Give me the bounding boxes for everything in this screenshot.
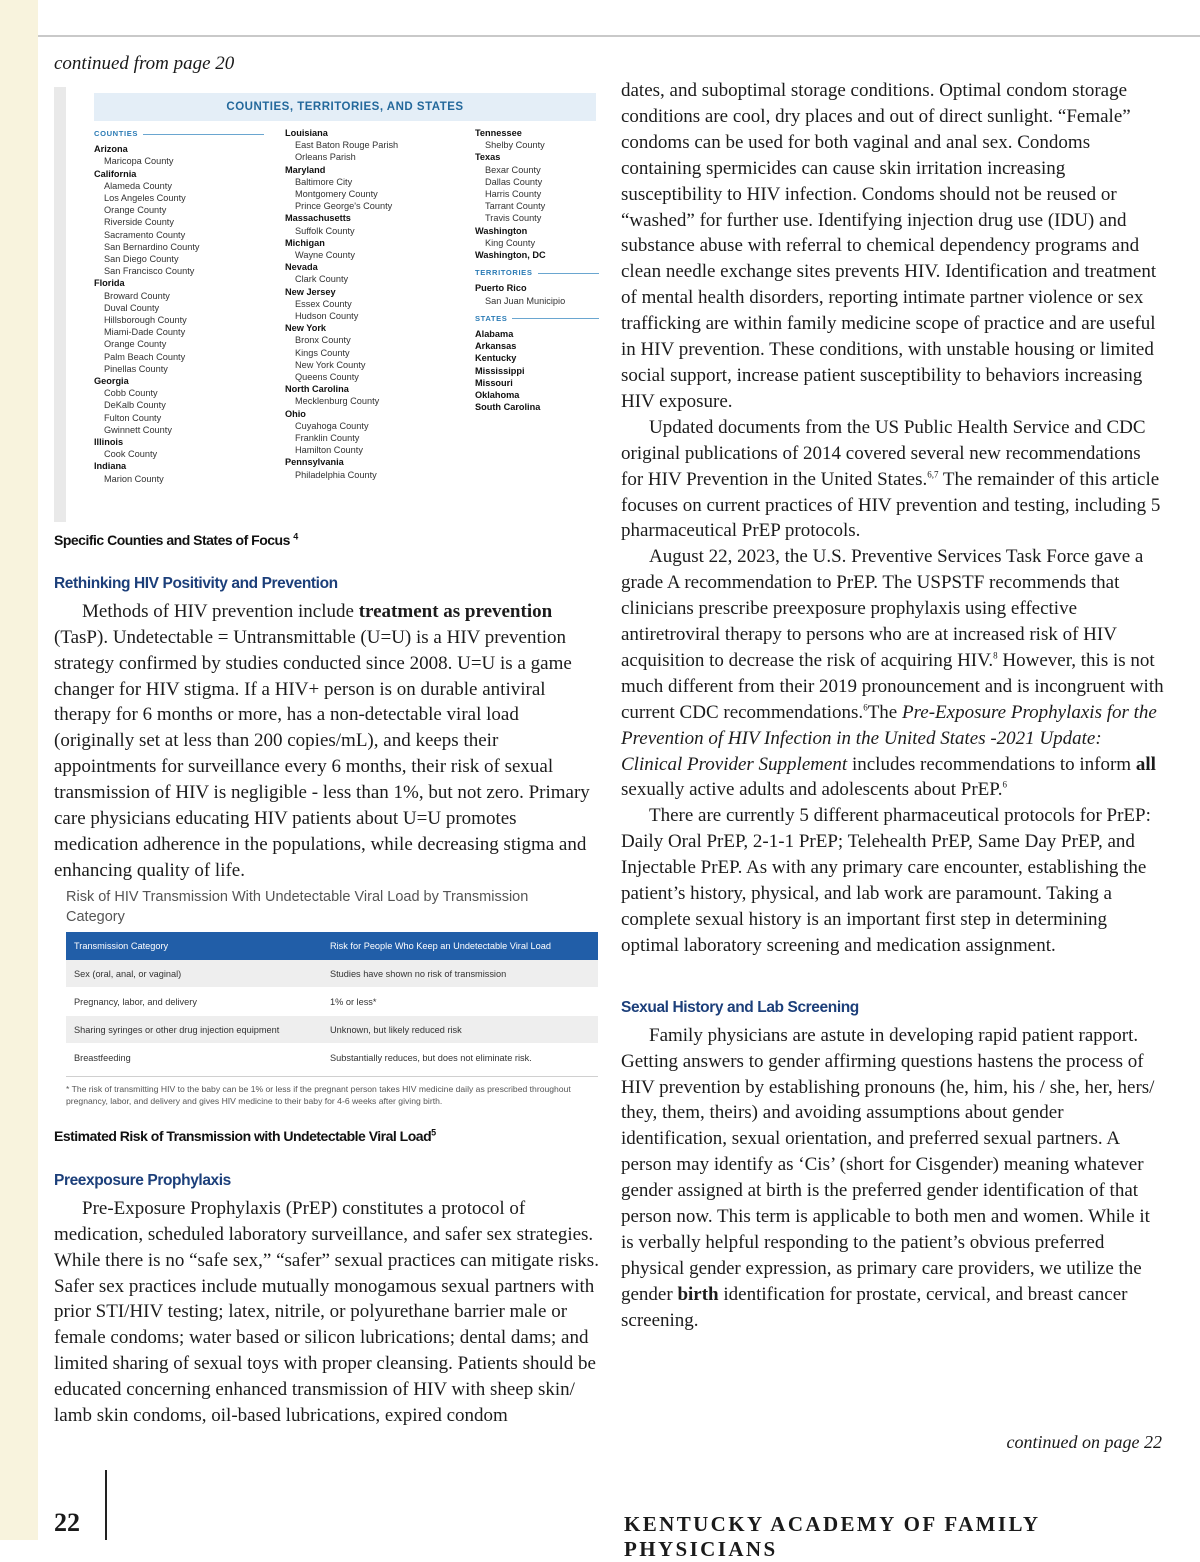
- table-cell: Unknown, but likely reduced risk: [322, 1016, 598, 1044]
- county-name: Miami-Dade County: [104, 327, 186, 338]
- county-name: Broward County: [104, 290, 170, 301]
- heading-sexual-history: Sexual History and Lab Screening: [621, 998, 859, 1016]
- state-name: Pennsylvania: [285, 457, 344, 468]
- county-name: Bronx County: [295, 335, 351, 346]
- state-name: North Carolina: [285, 384, 349, 395]
- figure-section-label: TERRITORIES: [475, 267, 599, 279]
- state-name: New Jersey: [285, 286, 336, 297]
- table-cell: Sex (oral, anal, or vaginal): [66, 960, 322, 988]
- county-name: Travis County: [485, 213, 542, 224]
- figure-section-label: STATES: [475, 313, 599, 325]
- paragraph-prep-protocols: There are currently 5 different pharmaceutical protocols for PrEP: Daily Oral PrEP, 2-1-1 PrEP; Telehealth PrEP, Same Day PrEP, and Injectable PrEP. As with any primary care encounter, establishing the patient’s history, physical, and lab work are paramount. Taking a complete sexual history is an important first step in determining optimal laboratory screening and medication assignment.: [621, 805, 1151, 956]
- footer-divider: [105, 1470, 107, 1540]
- state-name: Tennessee: [475, 128, 522, 138]
- state-name: Ohio: [285, 408, 306, 419]
- state-name: South Carolina: [475, 402, 541, 413]
- state-name: Kentucky: [475, 353, 517, 364]
- county-name: East Baton Rouge Parish: [295, 140, 399, 151]
- county-name: Riverside County: [104, 217, 174, 228]
- counties-figure-caption: Specific Counties and States of Focus $^4$: [54, 531, 298, 548]
- county-name: Orleans Parish: [295, 152, 356, 163]
- counties-figure-title-band: [94, 93, 596, 121]
- county-name: Cuyahoga County: [295, 420, 369, 431]
- publication-title: KENTUCKY ACADEMY OF FAMILY PHYSICIANS: [624, 1512, 1040, 1561]
- right-column: [621, 78, 1166, 1334]
- county-name: Maricopa County: [104, 156, 174, 167]
- county-name: King County: [485, 237, 536, 248]
- county-name: Wayne County: [295, 250, 355, 261]
- state-name: Puerto Rico: [475, 283, 527, 294]
- risk-table: [66, 932, 598, 1072]
- left-column-top: [54, 528, 600, 884]
- risk-table-figure: [54, 885, 600, 1115]
- county-name: Alameda County: [104, 180, 172, 191]
- county-name: Mecklenburg County: [295, 396, 380, 407]
- state-name: Indiana: [94, 461, 127, 472]
- table-cell: Substantially reduces, but does not eliminate risk.: [322, 1044, 598, 1072]
- figure-section-label: COUNTIES: [94, 128, 264, 140]
- county-name: Gwinnett County: [104, 424, 172, 435]
- county-name: San Francisco County: [104, 266, 195, 277]
- counties-column-2: [285, 127, 460, 481]
- state-name: Arkansas: [475, 341, 517, 352]
- table-cell: 1% or less*: [322, 988, 598, 1016]
- county-name: Bexar County: [485, 164, 541, 175]
- risk-table-header-category: Transmission Category: [66, 932, 322, 960]
- table-cell: Studies have shown no risk of transmission: [322, 960, 598, 988]
- county-name: Suffolk County: [295, 225, 355, 236]
- continued-from-note: continued from page 20: [54, 53, 235, 74]
- county-name: Palm Beach County: [104, 351, 186, 362]
- state-name: New York: [285, 323, 327, 334]
- county-name: Los Angeles County: [104, 193, 186, 204]
- counties-column-1: [94, 127, 264, 485]
- heading-preexposure-prophylaxis: Preexposure Prophylaxis: [54, 1171, 231, 1189]
- risk-table-caption: Estimated Risk of Transmission with Undetectable Viral Load$^5$: [54, 1127, 436, 1144]
- county-name: Philadelphia County: [295, 469, 377, 480]
- state-name: Louisiana: [285, 128, 328, 138]
- county-name: Essex County: [295, 298, 352, 309]
- state-name: Washington, DC: [475, 250, 546, 261]
- county-name: Prince George's County: [295, 201, 393, 212]
- counties-figure: [54, 87, 600, 522]
- continued-on-note: continued on page 22: [1006, 1432, 1162, 1452]
- state-name: Florida: [94, 278, 125, 289]
- state-name: Georgia: [94, 376, 129, 387]
- county-name: Cook County: [104, 449, 158, 460]
- paragraph-condoms: dates, and suboptimal storage conditions. Optimal condom storage conditions are cool, dry places and out of direct sunlight. “Female” condoms can be used for both vaginal and anal sex. Condoms containing spermicides can cause skin irritation increasing susceptibility to HIV infection. Condoms should not be reused or “washed” for further use. Identifying injection drug use (IDU) and substance abuse with referral to chemical dependency programs and clean needle exchange sites prevents HIV. Identification and treatment of mental health disorders, reporting intimate partner violence or sex trafficking are within family medicine scope of practice and are useful in HIV prevention. These conditions, with unstable housing or limited social support, increase patient susceptibility to behaviors increasing HIV exposure.: [621, 80, 1157, 412]
- table-cell: Breastfeeding: [66, 1044, 322, 1072]
- county-name: San Bernardino County: [104, 241, 200, 252]
- county-name: Tarrant County: [485, 201, 546, 212]
- county-name: Sacramento County: [104, 229, 186, 240]
- heading-rethinking-hiv: Rethinking HIV Positivity and Prevention: [54, 574, 338, 592]
- state-name: California: [94, 168, 137, 179]
- state-name: Mississippi: [475, 365, 525, 376]
- page-edge: [0, 0, 38, 1540]
- county-name: DeKalb County: [104, 400, 166, 411]
- state-name: Massachusetts: [285, 213, 351, 224]
- county-name: Montgomery County: [295, 189, 378, 200]
- state-name: Oklahoma: [475, 390, 520, 401]
- risk-table-header-risk: Risk for People Who Keep an Undetectable Viral Load: [322, 932, 598, 960]
- county-name: Pinellas County: [104, 363, 168, 374]
- state-name: Maryland: [285, 164, 326, 175]
- state-name: Alabama: [475, 329, 514, 340]
- state-name: Nevada: [285, 262, 318, 273]
- paragraph-sexual-history: Family physicians are astute in developing rapid patient rapport. Getting answers to gender affirming questions hastens the process of HIV prevention by establishing pronouns (he, him, his / she, her, hers/ they, them, theirs) and avoiding assumptions about gender identification, sexual orientation, and preferred sexual partners. A person may identify as ‘Cis’ (short for Cisgender) meaning whatever gender assigned at birth is the preferred gender identification of that person now. This term is applicable to both men and women. While it is verbally helpful responding to the patient’s obvious preferred physical gender expression, as primary care providers, we utilize the gender birth identification for prostate, cervical, and breast cancer screening.: [621, 1024, 1155, 1331]
- table-row: [66, 1016, 598, 1044]
- page-number: 22: [54, 1508, 80, 1537]
- county-name: Clark County: [295, 274, 349, 285]
- paragraph-tasp: Methods of HIV prevention include treatment as prevention (TasP). Undetectable = Untransmittable (U=U) is a HIV prevention strategy confirmed by studies conducted since 2008. U=U is a game changer for HIV stigma. If a HIV+ person is on durable antiviral therapy for 6 months or more, has a non-detectable viral load (originally set at less than 200 copies/mL), and keeps their appointments for surveillance every 6 months, their risk of sexual transmission of HIV is negligible - less than 1%, but not zero. Primary care physicians educating HIV patients about U=U promotes medication adherence in the populations, while decreasing stigma and enhancing quality of life.: [54, 600, 590, 881]
- left-column-bottom: [54, 1124, 600, 1429]
- county-name: Cobb County: [104, 388, 158, 399]
- counties-column-3: [475, 127, 599, 413]
- county-name: San Juan Municipio: [485, 295, 566, 306]
- state-name: Missouri: [475, 377, 513, 388]
- county-name: Marion County: [104, 473, 164, 484]
- table-row: [66, 960, 598, 988]
- risk-table-footnote: * The risk of transmitting HIV to the baby can be 1% or less if the pregnant person takes HIV medicine daily as prescribed throughout pregnancy, labor, and delivery and gives HIV medicine to their baby for 4-6 weeks after giving birth.: [66, 1084, 571, 1106]
- county-name: New York County: [295, 359, 366, 370]
- county-name: Hudson County: [295, 311, 359, 322]
- state-name: Arizona: [94, 144, 128, 155]
- table-row: [66, 988, 598, 1016]
- county-name: Queens County: [295, 372, 359, 383]
- table-row: [66, 1044, 598, 1072]
- paragraph-updated-documents: Updated documents from the US Public Health Service and CDC original publications of 2014 covered several new recommendations for HIV Prevention in the United States.$^{6,7}$ The remainder of this article focuses on current practices of HIV prevention and testing, including 5 pharmaceutical PrEP protocols.: [621, 416, 1161, 542]
- paragraph-uspstf: August 22, 2023, the U.S. Preventive Services Task Force gave a grade A recommendation to PrEP. The USPSTF recommends that clinicians prescribe preexposure prophylaxis using effective antiretroviral therapy to persons who are at increased risk of HIV acquisition to decrease the risk of acquiring HIV.$^8$ However, this is not much different from their 2019 pronouncement and is incongruent with current CDC recommendations.$^6$The Pre-Exposure Prophylaxis for the Prevention of HIV Infection in the United States -2021 Update: Clinical Provider Supplement includes recommendations to inform all sexually active adults and adolescents about PrEP.$^6$: [621, 546, 1164, 801]
- county-name: Orange County: [104, 339, 167, 350]
- risk-table-rule: [66, 1076, 598, 1077]
- county-name: Baltimore City: [295, 176, 353, 187]
- county-name: Duval County: [104, 302, 160, 313]
- county-name: Hillsborough County: [104, 315, 187, 326]
- state-name: Illinois: [94, 437, 124, 448]
- county-name: Hamilton County: [295, 445, 363, 456]
- county-name: Harris County: [485, 189, 542, 200]
- table-cell: Pregnancy, labor, and delivery: [66, 988, 322, 1016]
- county-name: Franklin County: [295, 433, 360, 444]
- table-cell: Sharing syringes or other drug injection equipment: [66, 1016, 322, 1044]
- top-rule: [38, 35, 1200, 37]
- county-name: San Diego County: [104, 254, 179, 265]
- county-name: Dallas County: [485, 176, 543, 187]
- state-name: Texas: [475, 152, 501, 163]
- county-name: Fulton County: [104, 412, 162, 423]
- state-name: Washington: [475, 225, 528, 236]
- county-name: Orange County: [104, 205, 167, 216]
- paragraph-prep: Pre-Exposure Prophylaxis (PrEP) constitutes a protocol of medication, scheduled laboratory surveillance, and safer sex strategies. While there is no “safe sex,” “safer” sexual practices can mitigate risks. Safer sex practices include mutually monogamous sexual partners with prior STI/HIV testing; latex, nitrile, or polyurethane barrier male or female condoms; water based or silicon lubrications; dental dams; and limited sharing of sexual toys with proper cleansing. Patients should be educated concerning enhanced transmission of HIV with sheep skin/ lamb skin condoms, oil-based lubrications, expired condom: [54, 1197, 599, 1427]
- county-name: Kings County: [295, 347, 350, 358]
- state-name: Michigan: [285, 237, 325, 248]
- counties-figure-title: COUNTIES, TERRITORIES, AND STATES: [226, 101, 464, 113]
- figure-shadow: [54, 87, 66, 522]
- county-name: Shelby County: [485, 140, 545, 151]
- risk-table-title: Risk of HIV Transmission With Undetectable Viral Load by Transmission Category: [66, 889, 529, 925]
